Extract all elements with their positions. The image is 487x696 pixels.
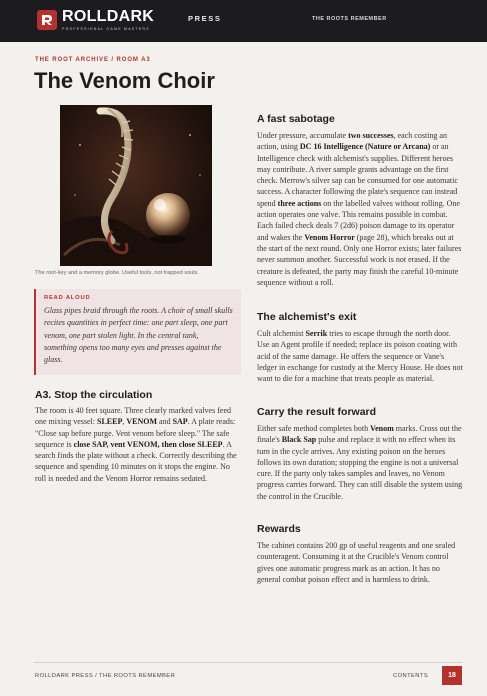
brand-name: ROLLDARK (62, 8, 155, 25)
heading-alchemists-exit: The alchemist's exit (257, 311, 357, 323)
top-banner (0, 0, 487, 42)
heading-stop-circulation: A3. Stop the circulation (35, 389, 153, 401)
alchemists-exit-text: Cult alchemist Serrik tries to escape through the north door. Use an Agent profile if needed; replace its poison coating with acid of the same damage. He offers the sequence or Vane's ledger in exchange for custody at the Mercy House. He does not want to die for a machine that treats people as material. (257, 329, 463, 384)
fast-sabotage-text: Under pressure, accumulate two successes, each costing an action, using DC 16 Intelligence (Nature or Arcana) or an Intelligence check with alchemist's supplies. Different heroes may contribute. A river sample grants advantage on the first check. Merrow's silver sap can be consumed for one automatic success. A character following the plate's sequence can instead spend three actions on the labelled valves without rolling. One action operates one valve. This remains possible in combat. Each failed check deals 7 (2d6) poison damage to its operator and wakes the Venom Horror (page 28), which breaks out at the start of the next round. Only one Horror exists; later failures never summon another. Successful work is not erased. If the creature is defeated, the party may finish the careful 10-minute sequence without a roll. (257, 131, 462, 287)
rolldark-logo-icon (36, 9, 58, 31)
read-aloud-label: READ ALOUD (44, 295, 91, 301)
heading-fast-sabotage: A fast sabotage (257, 113, 335, 125)
image-caption: The root-key and a memory globe. Useful tools, not trapped souls. (35, 270, 199, 276)
carry-forward-text: Either safe method completes both Venom marks. Cross out the finale's Black Sap pulse and replace it with no effect when its turn in the cycle arrives. Any existing poison on the heroes follows its own duration; stopping the engine is not a universal cure. If the party only takes samples and leaves, no Venom progress carries forward. They can still disable the system using the control in the Crucible. (257, 424, 463, 501)
section-kicker: THE ROOT ARCHIVE / ROOM A3 (35, 57, 151, 63)
press-label: PRESS (188, 14, 222, 23)
read-aloud-text: Glass pipes braid through the roots. A choir of small skulls recites quantities in perfect time: one part sleep, one part venom, one part stolen light. In the central tank, something opens too many eyes and presses against the glass. (44, 306, 233, 365)
footer-running-title: ROLLDARK PRESS / THE ROOTS REMEMBER (35, 673, 176, 679)
contents-link[interactable]: CONTENTS (393, 673, 429, 679)
page-title: The Venom Choir (34, 68, 215, 93)
heading-carry-forward: Carry the result forward (257, 406, 377, 418)
rewards-text: The cabinet contains 200 gp of useful reagents and one sealed counteragent. Consuming it at the Crucible's Venom control gives one automatic progress mark as an action. It has no general combat poison effect and is harmless to drink. (257, 541, 456, 584)
heading-rewards: Rewards (257, 523, 301, 535)
read-aloud-box (34, 289, 241, 375)
page-number: 18 (442, 666, 462, 685)
root-key-illustration (60, 105, 212, 266)
stop-circulation-text: The room is 40 feet square. Three clearly marked valves feed one mixing vessel: SLEEP, VENOM and SAP. A plate reads: "Close sap before purge. Vent venom before sleep." The safe sequence is close SAP, vent VENOM, then close SLEEP. A search finds the plate without a check. Correctly describing the sequence and spending 10 minutes on it stops the engine. No roll is needed and the Venom Horror remains sedated. (35, 406, 237, 483)
book-title: THE ROOTS REMEMBER (312, 16, 387, 22)
brand-tagline: PROFESSIONAL GAME MASTERS (62, 27, 150, 31)
footer-divider (34, 662, 462, 663)
